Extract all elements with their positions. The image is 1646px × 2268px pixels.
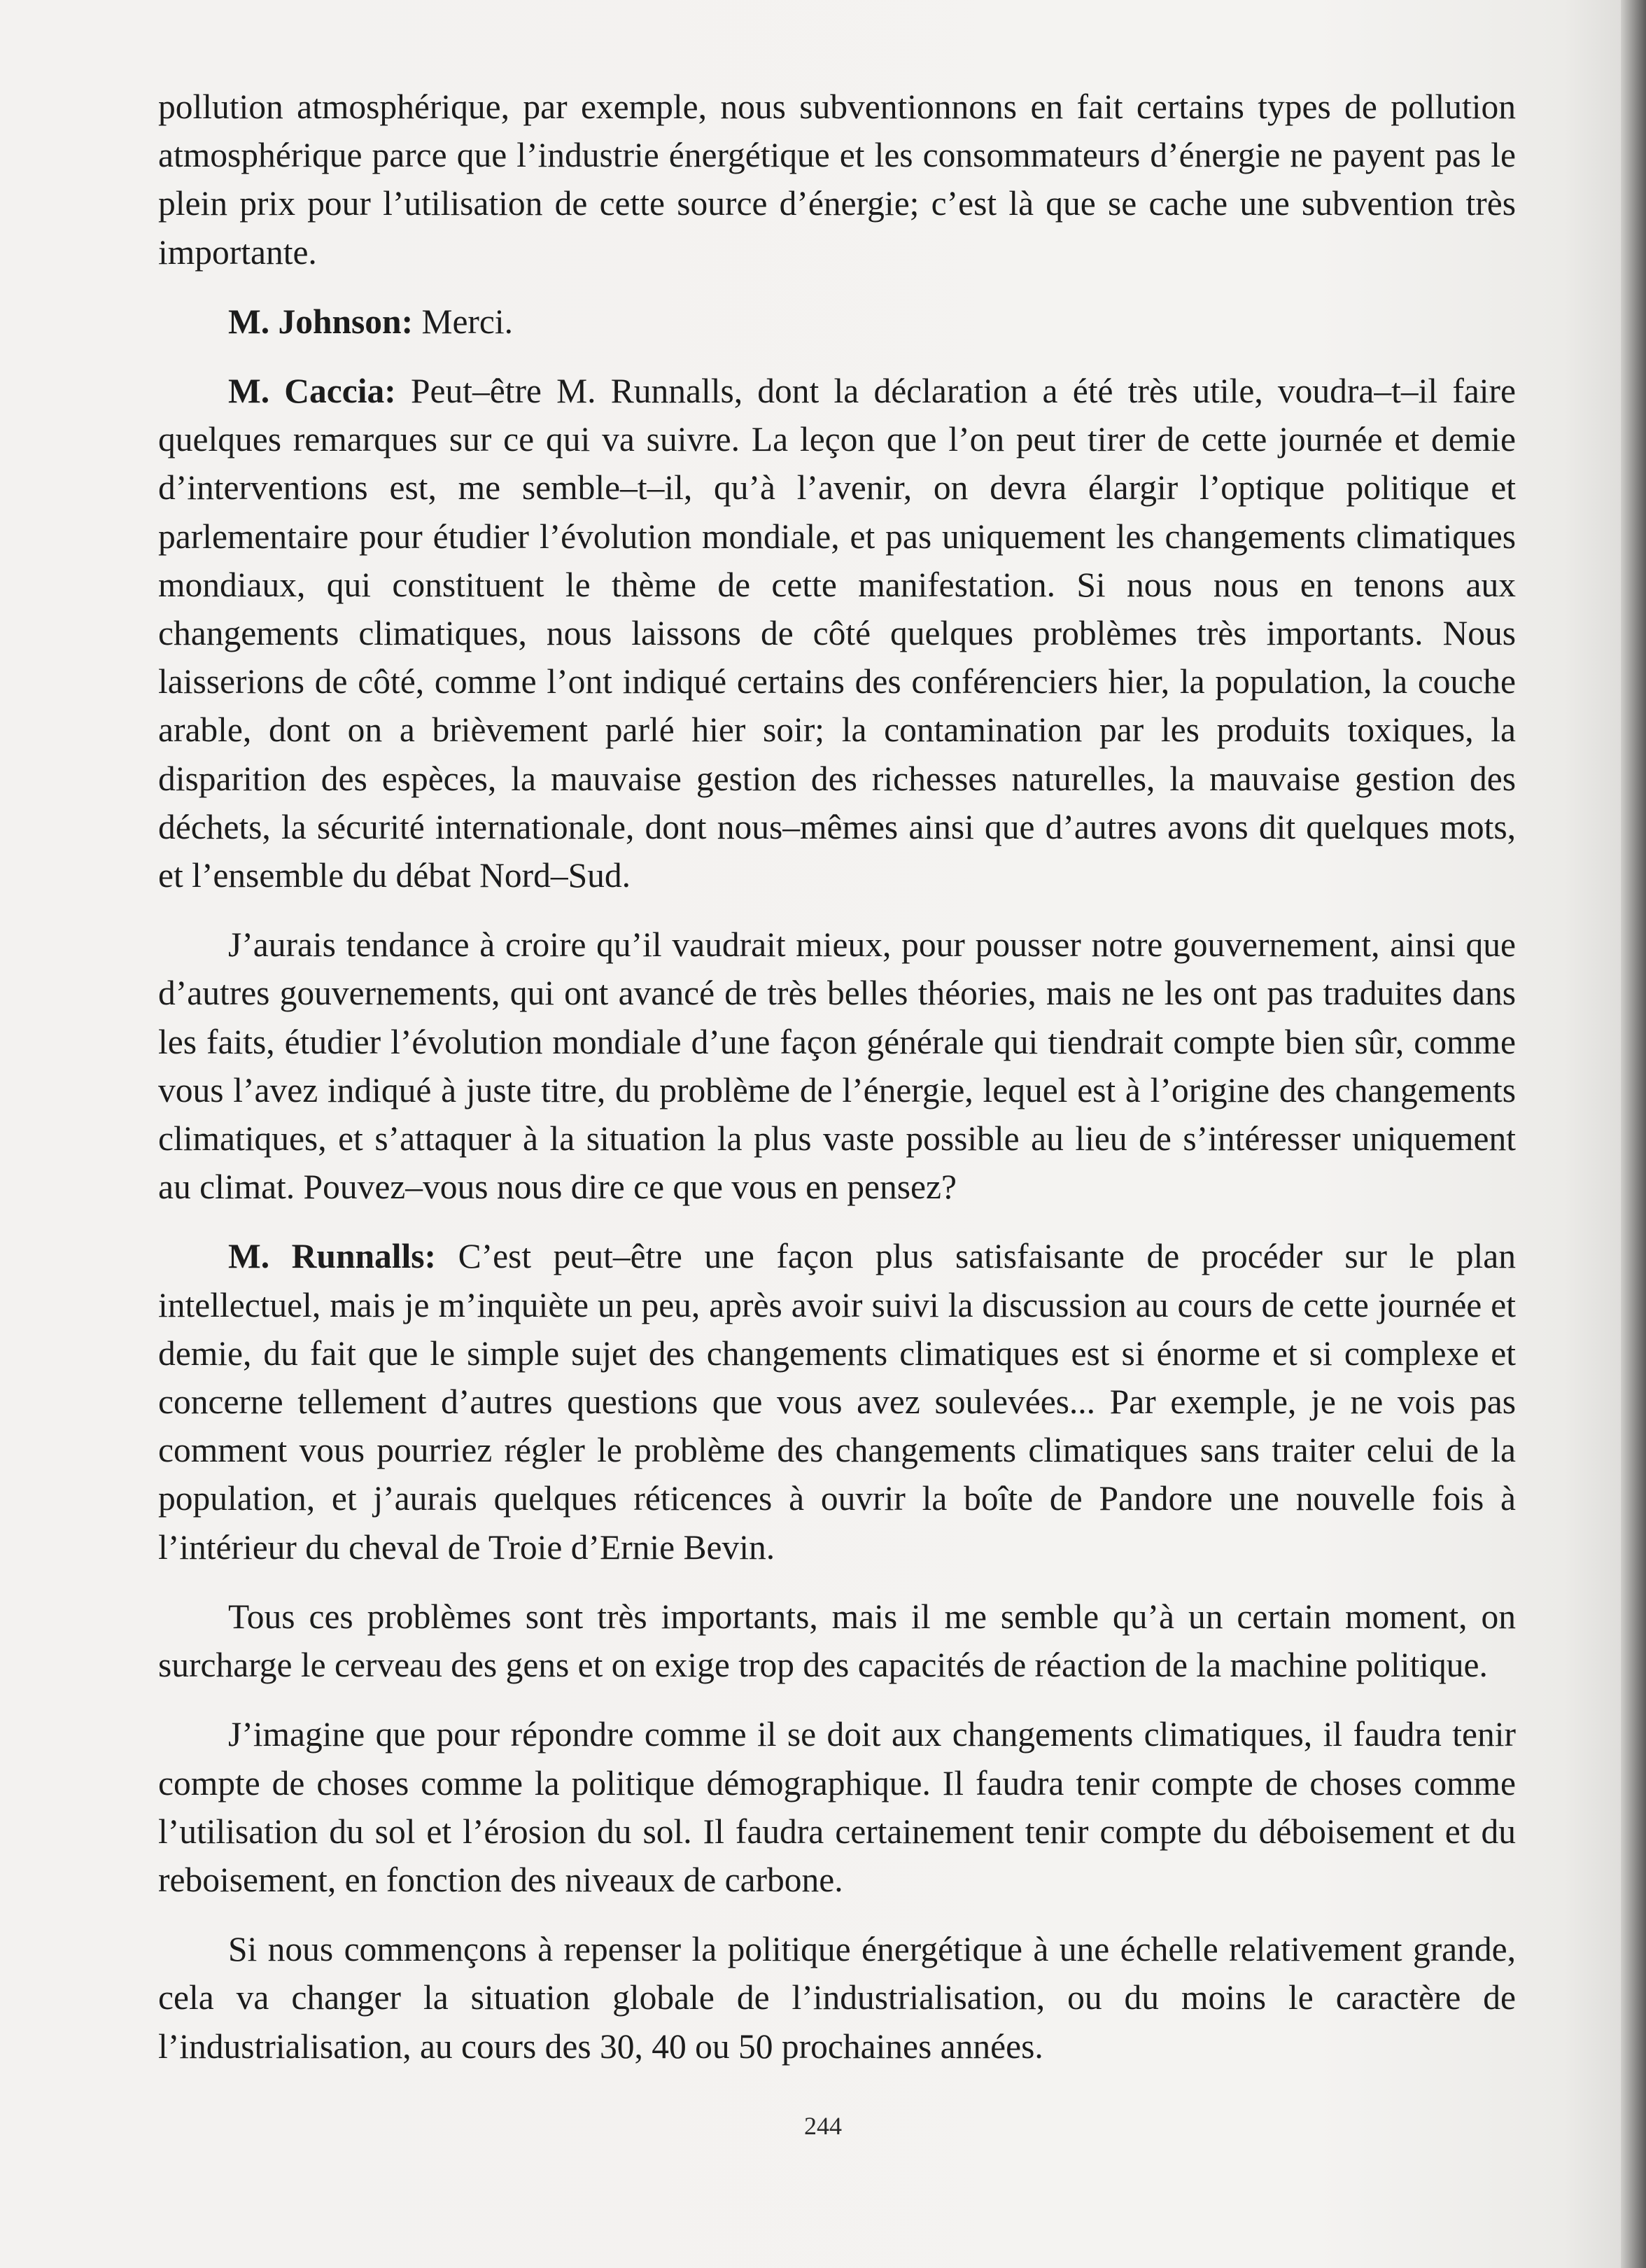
- paragraph-text: Si nous commençons à repenser la politique énergétique à une échelle relativement grande, cela va changer la situation globale de l’industrialisation, ou du moins le caractère de l’industrialisation, au cours des 30, 40 ou 50 prochaines années.: [158, 1930, 1516, 2066]
- speaker-name: M. Runnalls:: [228, 1237, 437, 1276]
- paragraph: [158, 367, 1516, 899]
- paragraph-text: J’imagine que pour répondre comme il se doit aux changements climatiques, il faudra tenir compte de choses comme la politique démographique. Il faudra tenir compte de choses comme l’utilisation du sol et l’érosion du sol. Il faudra certainement tenir compte du déboisement et du reboisement, en fonction des niveaux de carbone.: [158, 1715, 1516, 1899]
- paragraph-text: Tous ces problèmes sont très importants, mais il me semble qu’à un certain moment, on surcharge le cerveau des gens et on exige trop des capacités de réaction de la machine politique.: [158, 1597, 1516, 1685]
- paragraph: [158, 83, 1516, 276]
- paragraph-text: C’est peut–être une façon plus satisfaisante de procéder sur le plan intellectuel, mais je m’inquiète un peu, après avoir suivi la discussion au cours de cette journée et demie, du fait que le simple sujet des changements climatiques est si énorme et si complexe et concerne tellement d’autres questions que vous avez soulevées... Par exemple, je ne vois pas comment vous pourriez régler le problème des changements climatiques sans traiter celui de la population, et j’aurais quelques réticences à ouvrir la boîte de Pandore une nouvelle fois à l’intérieur du cheval de Troie d’Ernie Bevin.: [158, 1237, 1517, 1567]
- paragraph-text: pollution atmosphérique, par exemple, nous subventionnons en fait certains types de pollution atmosphérique parce que l’industrie énergétique et les consommateurs d’énergie ne payent pas le plein prix pour l’utilisation de cette source d’énergie; c’est là que se cache une subvention très importante.: [158, 88, 1516, 272]
- paragraph: [158, 1592, 1516, 1689]
- paragraph: [158, 298, 1516, 346]
- page-body: [158, 83, 1516, 2092]
- paragraph: [158, 1710, 1516, 1904]
- paragraph-text: J’aurais tendance à croire qu’il vaudrait mieux, pour pousser notre gouvernement, ainsi que d’autres gouvernements, qui ont avancé de très belles théories, mais ne les ont pas traduites dans les faits, étudier l’évolution mondiale d’une façon générale qui tiendrait compte bien sûr, comme vous l’avez indiqué à juste titre, du problème de l’énergie, lequel est à l’origine des changements climatiques, et s’attaquer à la situation la plus vaste possible au lieu de s’intéresser uniquement au climat. Pouvez–vous nous dire ce que vous en pensez?: [158, 925, 1516, 1207]
- paragraph: [158, 1925, 1516, 2071]
- page-number: 244: [804, 2112, 842, 2140]
- paragraph: [158, 1232, 1516, 1571]
- paragraph-text: Merci.: [413, 302, 514, 341]
- paragraph-text: Peut–être M. Runnalls, dont la déclaration a été très utile, voudra–t–il faire quelques remarques sur ce qui va suivre. La leçon que l’on peut tirer de cette journée et demie d’interventions est, me semble–t–il, qu’à l’avenir, on devra élargir l’optique politique et parlementaire pour étudier l’évolution mondiale, et pas uniquement les changements climatiques mondiaux, qui constituent le thème de cette manifestation. Si nous nous en tenons aux changements climatiques, nous laissons de côté quelques problèmes très importants. Nous laisserions de côté, comme l’ont indiqué certains des conférenciers hier, la population, la couche arable, dont on a brièvement parlé hier soir; la contamination par les produits toxiques, la disparition des espèces, la mauvaise gestion des richesses naturelles, la mauvaise gestion des déchets, la sécurité internationale, dont nous–mêmes ainsi que d’autres avons dit quelques mots, et l’ensemble du débat Nord–Sud.: [158, 372, 1516, 895]
- speaker-name: M. Johnson:: [228, 302, 414, 341]
- paragraph: [158, 920, 1516, 1211]
- speaker-name: M. Caccia:: [228, 372, 396, 411]
- page-edge-shadow: [1621, 0, 1646, 2268]
